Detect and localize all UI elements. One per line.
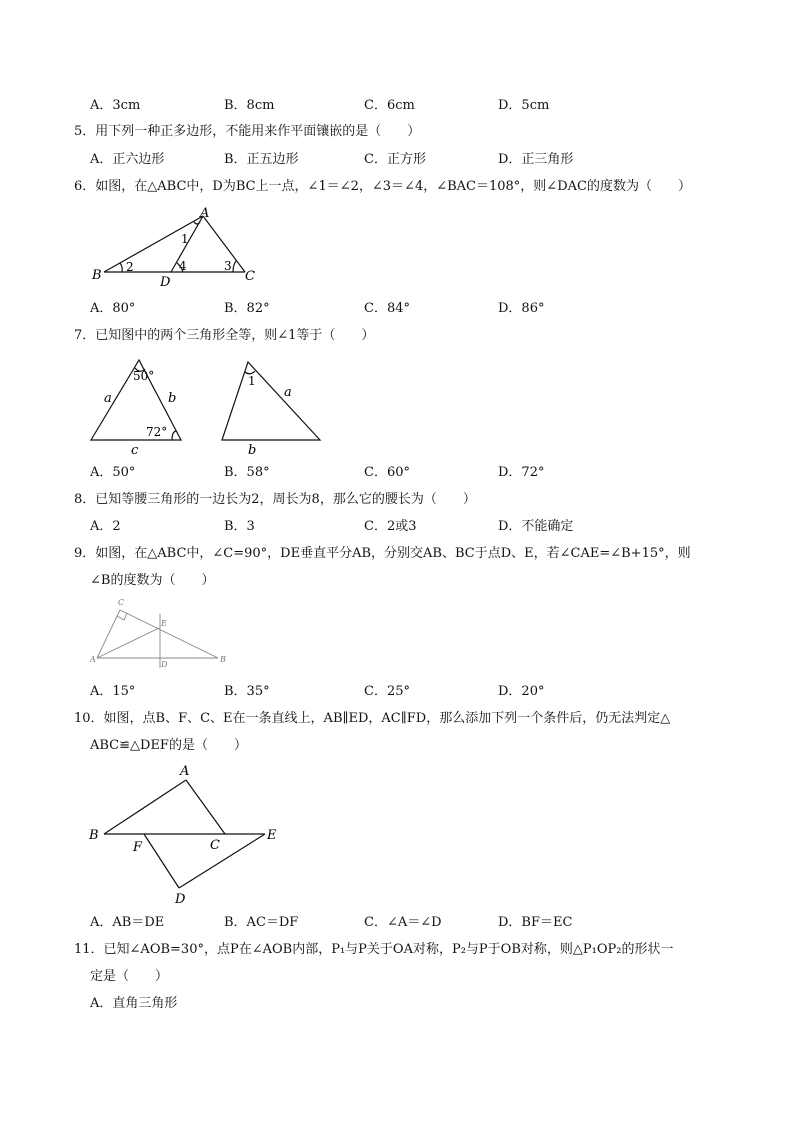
q6-label-d: D [160,275,171,290]
q4-options [90,97,650,115]
q10-option-a[interactable]: A．AB＝DE [90,915,165,930]
q9-segment-ae [97,628,159,658]
q5-option-d[interactable]: D．正三角形 [498,152,574,167]
q6-arc-1 [194,222,200,224]
q7-angle-50: 50° [133,369,155,383]
q9-figure [88,596,233,672]
q10-option-b[interactable]: B．AC＝DF [224,915,299,930]
q6-angle-3: 3 [224,259,232,273]
q9-stem-line1: 9．如图，在△ABC中，∠C=90°，DE垂直平分AB，分别交AB、BC于点D、E，若∠CAE=∠B+15°，则 [74,546,691,561]
q4-option-b[interactable]: B．8cm [224,98,275,113]
q6-angle-4: 4 [179,259,187,273]
q7-arc-72 [172,431,176,440]
q6-angle-1: 1 [181,232,189,246]
q7-triangle-right [222,362,320,440]
q9-label-c: C [118,598,125,607]
q9-options [90,683,650,701]
q10-label-c: C [210,838,220,853]
q11-stem-line1: 11．已知∠AOB=30°，点P在∠AOB内部，P₁与P关于OA对称，P₂与P于OB对称，则△P₁OP₂的形状一 [74,942,674,957]
q6-option-b[interactable]: B．82° [224,301,270,316]
q7-option-a[interactable]: A．50° [90,465,136,480]
q6-options [90,300,650,318]
q9-stem-line2: ∠B的度数为（ ） [90,573,215,588]
q11-options [90,995,650,1013]
q5-option-a[interactable]: A．正六边形 [90,152,165,167]
q11-option-a[interactable]: A．直角三角形 [90,996,178,1011]
q9-label-b: B [220,655,226,664]
q6-figure [90,206,270,290]
q9-option-d[interactable]: D．20° [498,684,545,699]
q10-option-d[interactable]: D．BF＝EC [498,915,573,930]
q7-side-b: b [168,391,177,406]
q10-label-e: E [267,828,277,843]
q9-side-ca [97,610,120,658]
q10-label-d: D [175,892,186,906]
q10-label-a: A [180,764,190,779]
q8-option-a[interactable]: A．2 [90,519,121,534]
q6-label-c: C [245,269,255,284]
q9-label-a: A [90,655,96,664]
q6-label-b: B [92,268,102,283]
q7-option-b[interactable]: B．58° [224,465,270,480]
q7-side-c: c [131,443,139,458]
q8-options [90,518,650,536]
q10-figure [86,760,291,906]
q8-option-d[interactable]: D．不能确定 [498,519,574,534]
q6-option-d[interactable]: D．86° [498,301,545,316]
q10-side-ab [104,780,186,834]
q10-stem-line1: 10．如图，点B、F、C、E在一条直线上，AB∥ED，AC∥FD，那么添加下列一个条件后，仍无法判定△ [74,711,671,726]
q9-option-a[interactable]: A．15° [90,684,136,699]
q10-label-f: F [133,840,143,855]
q7-side-a-right: a [284,385,292,400]
q5-stem: 5．用下列一种正多边形，不能用来作平面镶嵌的是（ ） [74,124,421,139]
q6-arc-3 [233,261,236,272]
q10-option-c[interactable]: C．∠A＝∠D [364,915,442,930]
q5-options [90,151,650,169]
q8-option-b[interactable]: B．3 [224,519,255,534]
q9-label-e: E [161,619,167,628]
q4-option-c[interactable]: C．6cm [364,98,415,113]
q7-figure [86,352,336,462]
q10-stem-line2: ABC≌△DEF的是（ ） [90,738,247,753]
q7-option-c[interactable]: C．60° [364,465,410,480]
q10-side-de [179,834,265,888]
q4-option-d[interactable]: D．5cm [498,98,550,113]
q8-stem: 8．已知等腰三角形的一边长为2，周长为8，那么它的腰长为（ ） [74,492,476,507]
q6-stem: 6．如图，在△ABC中，D为BC上一点，∠1＝∠2，∠3＝∠4，∠BAC＝108°，则∠DAC的度数为（ ） [74,179,691,194]
q7-option-d[interactable]: D．72° [498,465,545,480]
q5-option-c[interactable]: C．正方形 [364,152,426,167]
q6-label-a: A [200,206,210,221]
q11-stem-line2: 定是（ ） [90,969,169,984]
q6-option-a[interactable]: A．80° [90,301,136,316]
q7-side-a: a [104,391,112,406]
q9-side-cb [120,610,218,658]
q7-angle-72: 72° [146,425,168,439]
q7-options [90,464,650,482]
q5-option-b[interactable]: B．正五边形 [224,152,299,167]
q9-label-d: D [161,660,168,669]
q8-option-c[interactable]: C．2或3 [364,519,417,534]
q7-side-b-right: b [248,443,257,458]
q6-option-c[interactable]: C．84° [364,301,410,316]
q6-angle-2: 2 [126,260,134,274]
q7-stem: 7．已知图中的两个三角形全等，则∠1等于（ ） [74,328,375,343]
q10-side-fd [144,834,179,888]
q9-option-b[interactable]: B．35° [224,684,270,699]
q9-option-c[interactable]: C．25° [364,684,410,699]
q7-angle-1: 1 [248,374,256,388]
q10-side-ac [186,780,225,834]
q6-arc-2 [120,263,122,272]
q10-label-b: B [89,828,99,843]
q4-option-a[interactable]: A．3cm [90,98,141,113]
q10-options [90,914,650,932]
